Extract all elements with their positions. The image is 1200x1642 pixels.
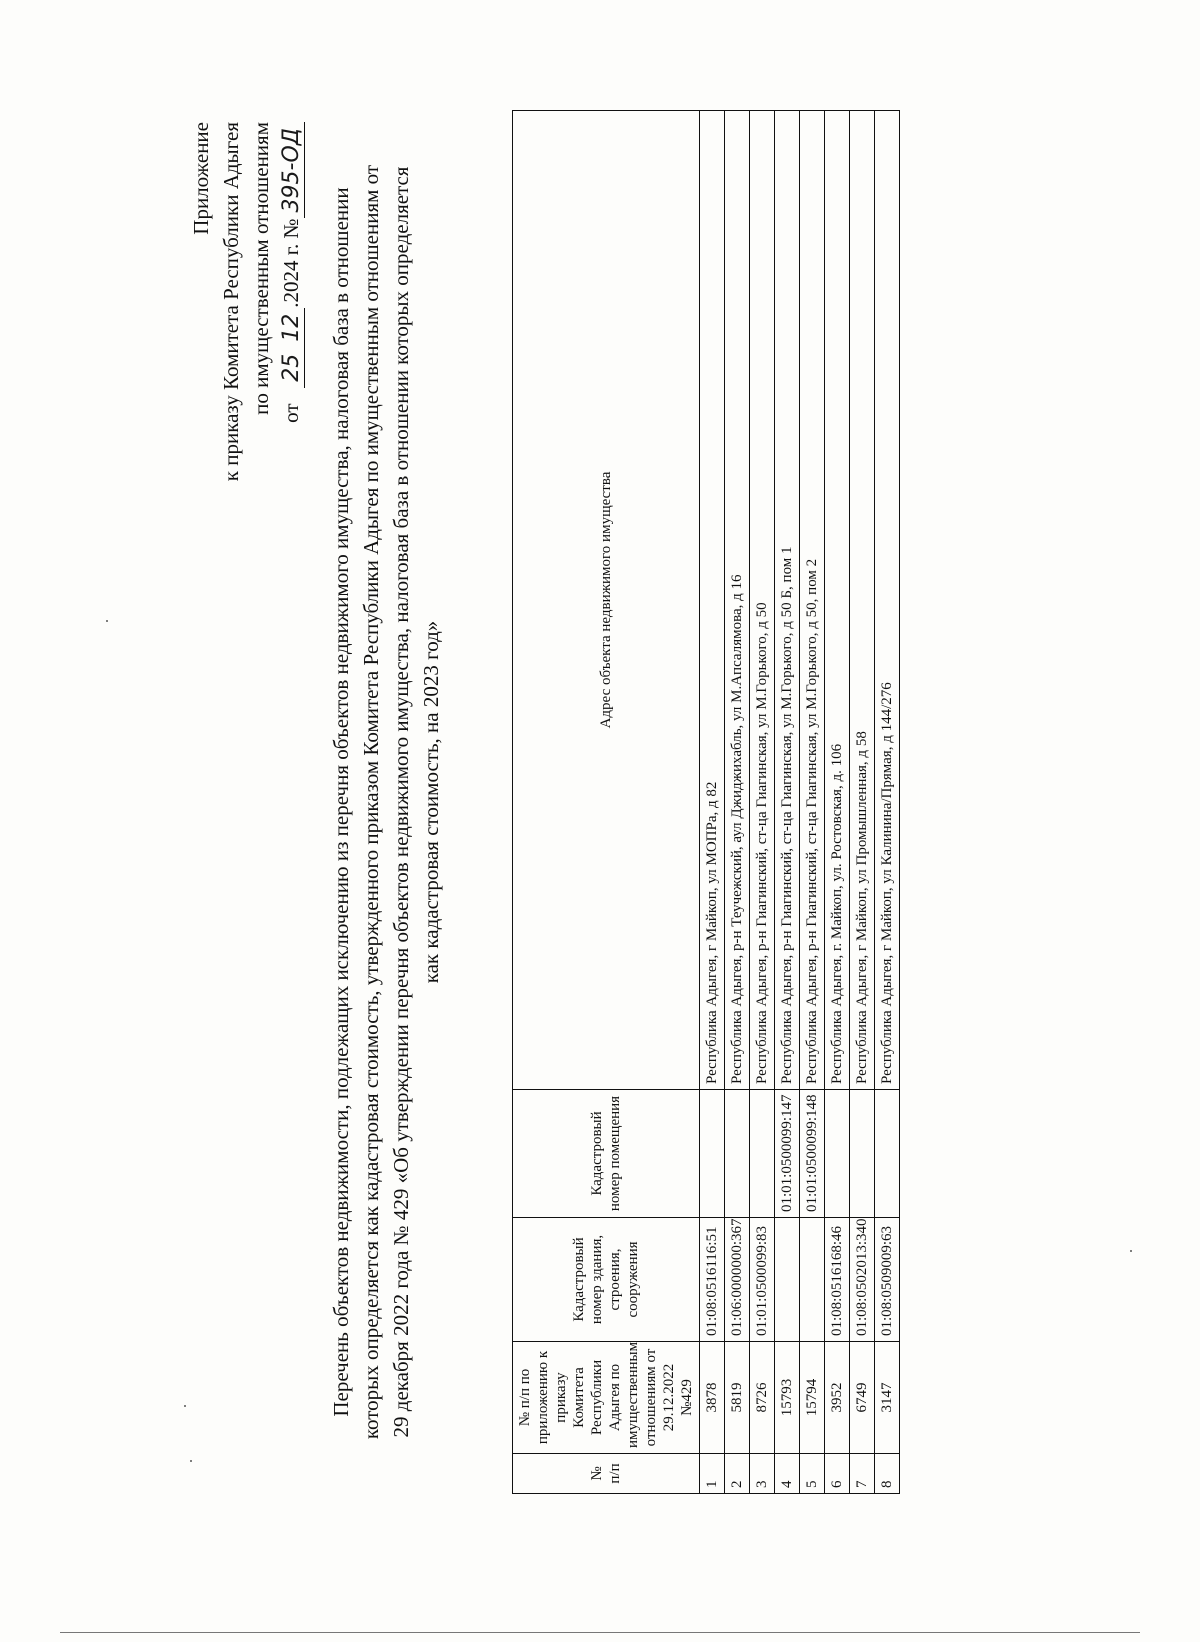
date-prefix: от [279,403,303,423]
order-date-line [276,122,307,1482]
row-address: Республика Адыгея, р-н Гиагинский, ст-ца Гиагинская, ул М.Горького, д 50 [750,111,775,1090]
handwritten-month: 12 [279,308,305,348]
document-title: Перечень объектов недвижимости, подлежащих исключению из перечня объектов недвижимого имущества, налоговая база в отношении которых определяется как кадастровая стоимость, утвержденного приказом Комитета Республики Адыгея по имущественным отношениям от 29 декабря 2022 года № 429 «Об утверждении перечня объектов недвижимого имущества, налоговая база в отношении которых определяется как кадастровая стоимость, на 2023 год» [329,164,443,1440]
row-address: Республика Адыгея, г Майкоп, ул Промышленная, д 58 [850,111,875,1090]
row-number: 4 [775,1454,800,1494]
row-building-cadastral: 01:01:0500099:83 [750,1218,775,1342]
row-number: 7 [850,1454,875,1494]
table-row [825,111,850,1494]
table-row [725,111,750,1494]
row-room-cadastral: 01:01:0500099:147 [775,1090,800,1218]
table-header-row [513,111,700,1494]
row-address: Республика Адыгея, г. Майкоп, ул. Ростовская, д. 106 [825,111,850,1090]
col-header-number: № п/п [513,1454,700,1494]
col-header-building-cadastral: Кадастровый номер здания, строения, сооружения [513,1218,700,1342]
scan-speck [190,1460,192,1462]
order-reference: к приказу Комитета Республики Адыгея [219,122,243,482]
row-number: 6 [825,1454,850,1494]
row-address: Республика Адыгея, р-н Гиагинский, ст-ца Гиагинская, ул М.Горького, д 50 Б, пом 1 [775,111,800,1090]
row-building-cadastral [800,1218,825,1342]
row-number: 2 [725,1454,750,1494]
scan-speck [184,1405,186,1407]
row-building-cadastral: 01:06:0000000:367 [725,1218,750,1342]
appendix-header [186,122,307,1482]
row-reference: 3952 [825,1342,850,1454]
row-reference: 8726 [750,1342,775,1454]
scan-speck [106,620,108,622]
row-number: 8 [875,1454,900,1494]
row-reference: 3147 [875,1342,900,1454]
appendix-label: Приложение [189,122,213,235]
row-address: Республика Адыгея, р-н Гиагинский, ст-ца Гиагинская, ул М.Горького, д 50, пом 2 [800,111,825,1090]
table-row [775,111,800,1494]
row-reference: 15793 [775,1342,800,1454]
row-room-cadastral: 01:01:0500099:148 [800,1090,825,1218]
row-room-cadastral [700,1090,725,1218]
handwritten-order-number: 395-OД [279,122,305,218]
property-table [512,110,900,1494]
row-reference: 6749 [850,1342,875,1454]
row-room-cadastral [825,1090,850,1218]
table-row [750,111,775,1494]
row-room-cadastral [725,1090,750,1218]
table-row [700,111,725,1494]
row-building-cadastral: 01:08:0509009:63 [875,1218,900,1342]
table-row [800,111,825,1494]
committee-reference: по имущественным отношениям [249,122,273,415]
col-header-reference: № п/п по приложению к приказу Комитета Республики Адыгея по имущественным отношениям от 29.12.2022 №429 [513,1342,700,1454]
col-header-address: Адрес объекта недвижимого имущества [513,111,700,1090]
property-table-wrapper [512,110,900,1494]
scan-speck [1130,1250,1132,1252]
handwritten-day: 25 [279,348,305,388]
row-number: 1 [700,1454,725,1494]
table-row [850,111,875,1494]
row-address: Республика Адыгея, р-н Теучежский, аул Джиджихабль, ул М.Апсалямова, д 16 [725,111,750,1090]
col-header-room-cadastral: Кадастровый номер помещения [513,1090,700,1218]
row-address: Республика Адыгея, г Майкоп, ул Калинина/Прямая, д 144/276 [875,111,900,1090]
row-building-cadastral: 01:08:0516116:51 [700,1218,725,1342]
row-number: 3 [750,1454,775,1494]
row-room-cadastral [850,1090,875,1218]
scan-edge-line [60,1632,1140,1633]
row-number: 5 [800,1454,825,1494]
row-room-cadastral [875,1090,900,1218]
row-building-cadastral: 01:08:0502013:340 [850,1218,875,1342]
row-reference: 3878 [700,1342,725,1454]
table-row [875,111,900,1494]
date-year: .2024 г. № [279,218,303,308]
row-room-cadastral [750,1090,775,1218]
row-building-cadastral [775,1218,800,1342]
row-reference: 15794 [800,1342,825,1454]
row-address: Республика Адыгея, г Майкоп, ул МОПРа, д 82 [700,111,725,1090]
row-building-cadastral: 01:08:0516168:46 [825,1218,850,1342]
row-reference: 5819 [725,1342,750,1454]
